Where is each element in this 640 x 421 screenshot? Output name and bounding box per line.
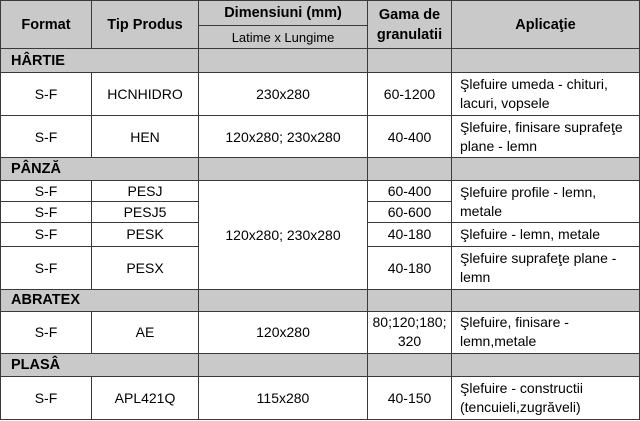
section-abratex: ABRATEX	[1, 289, 199, 311]
header-gama-line2: granulatii	[376, 26, 443, 43]
cell-format: S-F	[1, 73, 92, 116]
cell-format: S-F	[1, 202, 92, 223]
cell-gama: 40-180	[368, 246, 452, 289]
cell-aplicatie: Şlefuire - constructii (tencuieli,zugrăveli)	[452, 376, 640, 419]
cell-format: S-F	[1, 376, 92, 419]
cell-format: S-F	[1, 223, 92, 246]
section-row-abratex	[1, 289, 640, 311]
cell-aplicatie: Şlefuire profile - lemn, metale	[452, 181, 640, 223]
cell-produs: AE	[92, 311, 199, 353]
section-row-hartie	[1, 49, 640, 73]
header-tip-produs: Tip Produs	[92, 1, 199, 49]
cell-produs: HCNHIDRO	[92, 73, 199, 116]
cell-gama: 60-1200	[368, 73, 452, 116]
header-dimensiuni: Dimensiuni (mm)	[199, 1, 368, 26]
cell-dimensiuni: 120x280; 230x280	[199, 116, 368, 158]
cell-aplicatie: Şlefuire, finisare suprafeţe plane - lemn	[452, 116, 640, 158]
cell-produs: PESK	[92, 223, 199, 246]
cell-produs: PESX	[92, 246, 199, 289]
cell-format: S-F	[1, 311, 92, 353]
cell-produs: PESJ5	[92, 202, 199, 223]
cell-gama: 40-400	[368, 116, 452, 158]
cell-format: S-F	[1, 116, 92, 158]
cell-aplicatie: Şlefuire - lemn, metale	[452, 223, 640, 246]
section-row-panza	[1, 158, 640, 181]
cell-aplicatie: Şlefuire umeda - chituri, lacuri, vopsele	[452, 73, 640, 116]
table-row	[1, 73, 640, 116]
cell-gama: 60-600	[368, 202, 452, 223]
section-row-plasa	[1, 353, 640, 376]
section-hartie: HÂRTIE	[1, 49, 199, 73]
table-row	[1, 311, 640, 353]
cell-produs: PESJ	[92, 181, 199, 202]
cell-aplicatie: Şlefuire, finisare - lemn,metale	[452, 311, 640, 353]
cell-gama: 60-400	[368, 181, 452, 202]
cell-dimensiuni: 115x280	[199, 376, 368, 419]
cell-dimensiuni: 120x280	[199, 311, 368, 353]
cell-produs: APL421Q	[92, 376, 199, 419]
header-aplicatie: Aplicaţie	[452, 1, 640, 49]
cell-gama: 80;120;180; 320	[368, 311, 452, 353]
header-gama	[368, 1, 452, 49]
section-panza: PÂNZĂ	[1, 158, 199, 181]
cell-gama: 40-180	[368, 223, 452, 246]
cell-dimensiuni-panza: 120x280; 230x280	[199, 181, 368, 289]
cell-gama: 40-150	[368, 376, 452, 419]
table-row	[1, 181, 640, 202]
table-row	[1, 376, 640, 419]
header-format: Format	[1, 1, 92, 49]
header-gama-line1: Gama de	[378, 6, 441, 23]
cell-format: S-F	[1, 246, 92, 289]
header-dimensiuni-sub: Latime x Lungime	[199, 26, 368, 49]
cell-dimensiuni: 230x280	[199, 73, 368, 116]
cell-produs: HEN	[92, 116, 199, 158]
cell-format: S-F	[1, 181, 92, 202]
section-plasa: PLASÂ	[1, 353, 199, 376]
cell-aplicatie: Şlefuire suprafeţe plane - lemn	[452, 246, 640, 289]
table-row	[1, 116, 640, 158]
